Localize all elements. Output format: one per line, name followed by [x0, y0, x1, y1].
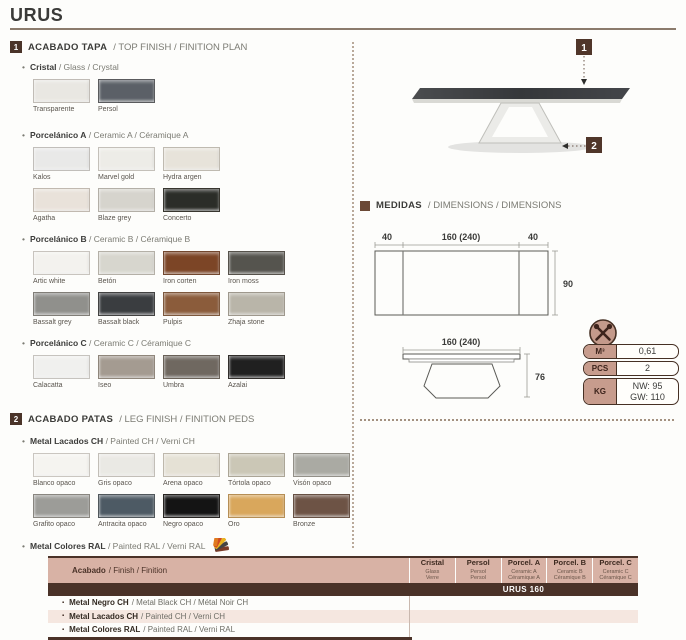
- swatch-iseo: Iseo: [98, 355, 155, 389]
- finish-row-metal-lacados: ▪ Metal Lacados CH / Painted CH / Verni CH: [48, 610, 638, 624]
- swatch-color: [98, 292, 155, 316]
- finish-table: [48, 556, 638, 640]
- spec-row-pcs: [583, 361, 679, 376]
- swatch-row: [10, 251, 352, 285]
- right-section-divider-dotted: [360, 419, 674, 421]
- column-header-porcel-c: Porcel. C Ceramic C Céramique C: [592, 558, 638, 583]
- model-row-band: [48, 583, 638, 596]
- column-header-porcel-a: Porcel. A Ceramic A Céramique A: [501, 558, 547, 583]
- swatch-color: [98, 494, 155, 518]
- swatch-color: [293, 453, 350, 477]
- group-metal-lacados: [10, 436, 352, 535]
- swatch-color: [33, 494, 90, 518]
- model-name: URUS 160: [502, 585, 545, 594]
- swatch-color: [163, 494, 220, 518]
- swatch-oro: Oro: [228, 494, 285, 528]
- column-header-cristal: Cristal Glass Verre: [409, 558, 455, 583]
- swatch-agatha: Agatha: [33, 188, 90, 222]
- spec-value-m3: 0,61: [638, 346, 657, 356]
- swatch-color: [228, 355, 285, 379]
- spec-label-kg: KG: [584, 379, 617, 404]
- swatch-row: [10, 453, 352, 487]
- swatch-hydra-argen: Hydra argen: [163, 147, 220, 181]
- section-leg-finish-header: [10, 413, 254, 425]
- spec-value-pcs: 2: [644, 363, 650, 373]
- swatch-color: [33, 188, 90, 212]
- swatch-color: [98, 355, 155, 379]
- swatch-pulpis: Pulpis: [163, 292, 220, 326]
- column-header-porcel-b: Porcel. B Ceramic B Céramique B: [546, 558, 592, 583]
- swatch-iron-corten: Iron corten: [163, 251, 220, 285]
- product-image-table: [358, 36, 680, 158]
- finish-row-metal-colores-ral: ▪ Metal Colores RAL / Painted RAL / Verni RAL: [48, 623, 638, 637]
- spec-row-kg: [583, 378, 679, 405]
- swatch-marvel-gold: Marvel gold: [98, 147, 155, 181]
- swatch-row: [10, 147, 352, 181]
- swatch-bassalt-grey: Bassalt grey: [33, 292, 90, 326]
- ral-color-fan-icon: [211, 538, 231, 554]
- swatch-color: [228, 251, 285, 275]
- section-2-subtitle: / LEG FINISH / FINITION PEDS: [119, 413, 255, 425]
- swatch-tortola-opaco: Tórtola opaco: [228, 453, 285, 487]
- swatch-row: [10, 355, 352, 389]
- spec-value-kg: [617, 379, 678, 404]
- finish-table-header: [48, 558, 638, 583]
- section-1-title: ACABADO TAPA: [28, 41, 108, 53]
- swatch-color: [163, 251, 220, 275]
- swatch-row: [10, 494, 352, 528]
- dim-height: 76: [535, 372, 546, 382]
- side-view-leg: [424, 364, 500, 398]
- swatch-bassalt-black: Bassalt black: [98, 292, 155, 326]
- section-1-badge: 1: [10, 41, 22, 53]
- top-view-outline: [375, 251, 548, 315]
- swatch-color: [33, 453, 90, 477]
- swatch-umbra: Umbra: [163, 355, 220, 389]
- section-1-subtitle: / TOP FINISH / FINITION PLAN: [113, 41, 248, 53]
- dim-top-right: 40: [527, 232, 539, 242]
- swatch-color: [33, 147, 90, 171]
- swatch-color: [228, 453, 285, 477]
- swatch-grafito-opaco: Grafito opaco: [33, 494, 90, 528]
- group-porcelanico-a-label: • Porcelánico A / Ceramic A / Céramique A: [10, 130, 352, 140]
- swatch-color: [98, 147, 155, 171]
- swatch-transparente: Transparente: [33, 79, 90, 113]
- group-cristal-label: • Cristal / Glass / Crystal: [10, 62, 352, 72]
- swatch-color: [163, 188, 220, 212]
- swatch-color: [98, 79, 155, 103]
- swatch-color: [33, 79, 90, 103]
- section-2-badge: 2: [10, 413, 22, 425]
- group-cristal: [10, 62, 352, 120]
- swatch-color: [163, 147, 220, 171]
- column-header-persol: Persol Persol Persol: [455, 558, 501, 583]
- swatch-color: [98, 188, 155, 212]
- swatch-color: [98, 453, 155, 477]
- group-porcelanico-b-label: • Porcelánico B / Ceramic B / Céramique B: [10, 234, 352, 244]
- group-porcelanico-b: [10, 234, 352, 333]
- page-title: URUS: [10, 5, 64, 25]
- spec-kg-nw: NW: 95: [632, 380, 663, 391]
- swatch-color: [163, 453, 220, 477]
- swatch-negro-opaco: Negro opaco: [163, 494, 220, 528]
- swatch-concerto: Concerto: [163, 188, 220, 222]
- swatch-azalai: Azalai: [228, 355, 285, 389]
- side-view-top: [403, 354, 520, 359]
- swatch-row: [10, 188, 352, 222]
- finish-row-metal-negro: ▪ Metal Negro CH / Metal Black CH / Métal Noir CH: [48, 596, 638, 610]
- swatch-beton: Betón: [98, 251, 155, 285]
- swatch-artic-white: Artic white: [33, 251, 90, 285]
- swatch-arena-opaco: Arena opaco: [163, 453, 220, 487]
- spec-row-volume: [583, 344, 679, 359]
- side-view-mechanism: [409, 359, 514, 362]
- swatch-color: [228, 494, 285, 518]
- swatch-gris-opaco: Gris opaco: [98, 453, 155, 487]
- spec-table: [583, 344, 679, 407]
- swatch-blaze-grey: Blaze grey: [98, 188, 155, 222]
- swatch-blanco-opaco: Blanco opaco: [33, 453, 90, 487]
- finish-table-header-label: Acabado / Finish / Finition: [72, 566, 168, 575]
- marker-2-number: 2: [591, 141, 597, 152]
- dim-side-width: 160 (240): [441, 337, 481, 347]
- swatch-vison-opaco: Visón opaco: [293, 453, 350, 487]
- swatch-color: [228, 292, 285, 316]
- spec-label-m3: M³: [584, 345, 617, 358]
- table-top-edge: [412, 99, 622, 103]
- swatch-color: [33, 292, 90, 316]
- table-top: [412, 88, 630, 99]
- medidas-header: [360, 200, 561, 211]
- swatch-row: [10, 292, 352, 326]
- swatch-bronze: Bronze: [293, 494, 350, 528]
- medidas-bullet-square: [360, 201, 370, 211]
- medidas-subtitle: / DIMENSIONS / DIMENSIONS: [427, 200, 562, 211]
- marker-1-arrow: [581, 79, 587, 85]
- dim-depth: 90: [563, 279, 574, 289]
- swatch-color: [33, 251, 90, 275]
- swatch-color: [98, 251, 155, 275]
- dim-top-center: 160 (240): [441, 232, 481, 242]
- metal-colores-ral-line: [10, 538, 231, 554]
- swatch-iron-moss: Iron moss: [228, 251, 285, 285]
- dim-top-left: 40: [381, 232, 393, 242]
- group-porcelanico-c-label: • Porcelánico C / Ceramic C / Céramique C: [10, 338, 352, 348]
- finish-table-bottom-border: [48, 637, 412, 640]
- section-2-title: ACABADO PATAS: [28, 413, 114, 425]
- section-top-finish-header: [10, 41, 247, 53]
- swatch-kalos: Kalos: [33, 147, 90, 181]
- spec-label-pcs: PCS: [584, 362, 617, 375]
- spec-kg-gw: GW: 110: [630, 391, 665, 402]
- medidas-title: MEDIDAS: [376, 200, 422, 211]
- group-ral-label: • Metal Colores RAL / Painted RAL / Verni RAL: [10, 541, 205, 551]
- swatch-color: [163, 292, 220, 316]
- swatch-antracita-opaco: Antracita opaco: [98, 494, 155, 528]
- swatch-color: [33, 355, 90, 379]
- swatch-color: [163, 355, 220, 379]
- group-porcelanico-c: [10, 338, 352, 396]
- swatch-color: [293, 494, 350, 518]
- title-divider: [10, 28, 676, 30]
- swatch-calacatta: Calacatta: [33, 355, 90, 389]
- group-porcelanico-a: [10, 130, 352, 229]
- column-divider-dotted: [352, 42, 354, 548]
- group-metal-lacados-label: • Metal Lacados CH / Painted CH / Verni CH: [10, 436, 352, 446]
- swatch-row: [10, 79, 352, 113]
- finish-table-column-divider: [409, 596, 410, 637]
- marker-1-number: 1: [581, 43, 587, 54]
- swatch-zhaja-stone: Zhaja stone: [228, 292, 285, 326]
- swatch-persol: Persol: [98, 79, 155, 113]
